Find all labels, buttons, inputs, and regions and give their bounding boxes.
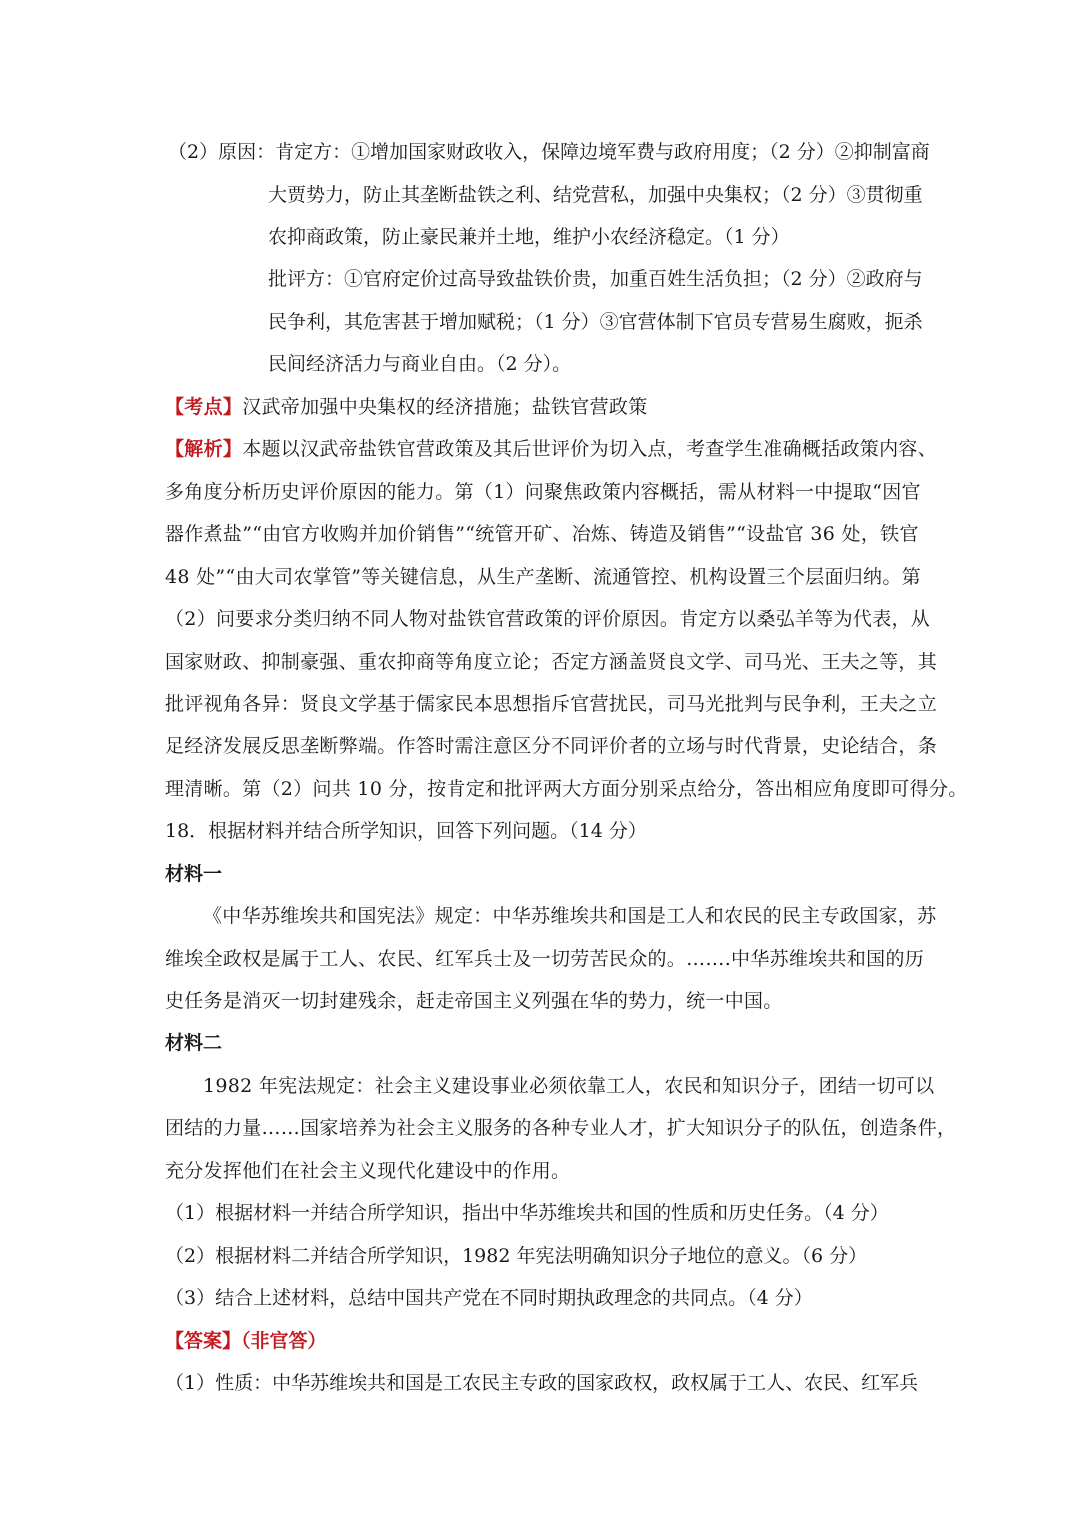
q18-sub-1: （1）根据材料一并结合所学知识，指出中华苏维埃共和国的性质和历史任务。（4 分） (165, 1202, 889, 1224)
jiexi-line-2: 多角度分析历史评价原因的能力。第（1）问聚焦政策内容概括，需从材料一中提取“因官 (165, 481, 921, 503)
answer-q2-line-2: 大贾势力，防止其垄断盐铁之利、结党营私，加强中央集权；（2 分）③贯彻重 (268, 184, 923, 206)
material-1-line-2: 维埃全政权是属于工人、农民、红军兵士及一切劳苦民众的。…….中华苏维埃共和国的历 (165, 948, 925, 970)
material-2-title: 材料二 (165, 1032, 223, 1054)
answer-q2-line-6: 民间经济活力与商业自由。（2 分）。 (268, 353, 572, 375)
answer-q2-line-3: 农抑商政策，防止豪民兼并土地，维护小农经济稳定。（1 分） (268, 226, 790, 248)
jiexi-line-5: （2）问要求分类归纳不同人物对盐铁官营政策的评价原因。肯定方以桑弘羊等为代表，从 (165, 608, 931, 630)
material-1-line-3: 史任务是消灭一切封建残余，赶走帝国主义列强在华的势力，统一中国。 (165, 990, 783, 1012)
jiexi-line-1 (165, 434, 937, 464)
answer18-line-1: （1）性质：中华苏维埃共和国是工农民主专政的国家政权，政权属于工人、农民、红军兵 (165, 1372, 919, 1394)
material-2-line-3: 充分发挥他们在社会主义现代化建设中的作用。 (165, 1160, 571, 1182)
material-2-line-2: 团结的力量……国家培养为社会主义服务的各种专业人才，扩大知识分子的队伍，创造条件， (165, 1117, 957, 1139)
answer18-header (165, 1326, 327, 1356)
q18-sub-2: （2）根据材料二并结合所学知识，1982 年宪法明确知识分子地位的意义。（6 分） (165, 1245, 868, 1267)
material-2-line-1: 1982 年宪法规定：社会主义建设事业必须依靠工人，农民和知识分子，团结一切可以 (203, 1075, 935, 1097)
material-1-title: 材料一 (165, 863, 223, 885)
jiexi-text-1: 本题以汉武帝盐铁官营政策及其后世评价为切入点，考查学生准确概括政策内容、 (242, 438, 938, 460)
answer-q2-line-4: 批评方：①官府定价过高导致盐铁价贵，加重百姓生活负担；（2 分）②政府与 (268, 268, 923, 290)
jiexi-line-7: 批评视角各异：贤良文学基于儒家民本思想指斥官营扰民，司马光批判与民争利，王夫之立 (165, 693, 938, 715)
answer18-tag: 【答案】 (165, 1330, 242, 1352)
kaodian-text: 汉武帝加强中央集权的经济措施；盐铁官营政策 (242, 396, 648, 418)
q18-stem: 18．根据材料并结合所学知识，回答下列问题。（14 分） (165, 820, 647, 842)
material-1-line-1: 《中华苏维埃共和国宪法》规定：中华苏维埃共和国是工人和农民的民主专政国家，苏 (203, 905, 937, 927)
answer-q2-line-5: 民争利，其危害甚于增加赋税；（1 分）③官营体制下官员专营易生腐败，扼杀 (268, 311, 923, 333)
q18-sub-3: （3）结合上述材料，总结中国共产党在不同时期执政理念的共同点。（4 分） (165, 1287, 813, 1309)
jiexi-line-9: 理清晰。第（2）问共 10 分，按肯定和批评两大方面分别采点给分，答出相应角度即可得分。 (165, 778, 968, 800)
kaodian-line (165, 392, 648, 422)
kaodian-tag: 【考点】 (165, 396, 243, 418)
jiexi-line-3: 器作煮盐”“由官方收购并加价销售”“统管开矿、冶炼、铸造及销售”“设盐官 36 处，铁官 (165, 523, 919, 545)
jiexi-line-8: 足经济发展反思垄断弊端。作答时需注意区分不同评价者的立场与时代背景，史论结合，条 (165, 735, 938, 757)
jiexi-line-6: 国家财政、抑制豪强、重农抑商等角度立论；否定方涵盖贤良文学、司马光、王夫之等，其 (165, 651, 938, 673)
jiexi-tag: 【解析】 (165, 438, 243, 460)
jiexi-line-4: 48 处”“由大司农掌管”等关键信息，从生产垄断、流通管控、机构设置三个层面归纳。第 (165, 566, 921, 588)
answer18-note: （非官答） (241, 1330, 327, 1352)
answer-q2-line-1: （2）原因：肯定方：①增加国家财政收入，保障边境军费与政府用度；（2 分）②抑制富商 (168, 141, 930, 163)
